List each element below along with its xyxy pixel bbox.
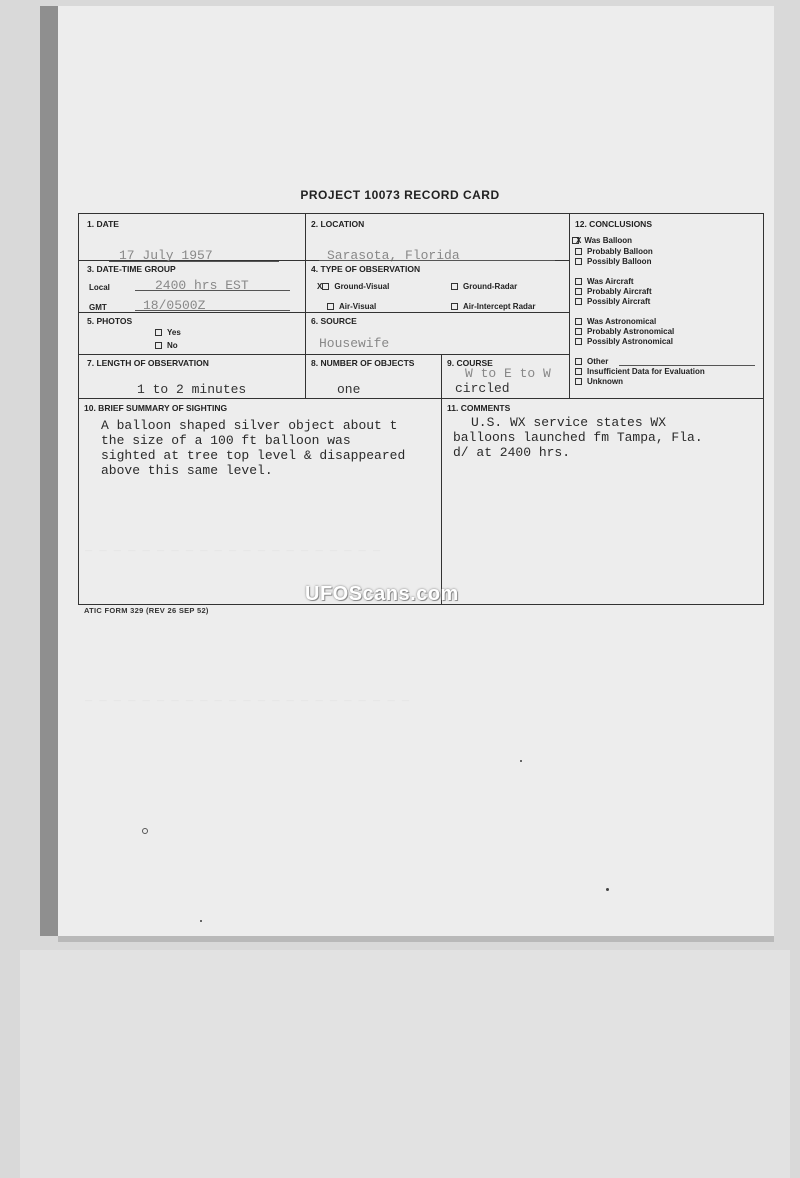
conclusion-probably-balloon: Probably Balloon xyxy=(575,247,653,256)
checkbox-icon xyxy=(575,298,582,305)
photos-no-option: No xyxy=(155,341,178,350)
conclusion-mark: X xyxy=(576,236,582,245)
watermark: UFOScans.com xyxy=(305,583,459,605)
checkbox-icon xyxy=(575,278,582,285)
photos-yes-option: Yes xyxy=(155,328,181,337)
show-through-text: _ _ _ _ _ _ _ _ _ _ _ _ _ _ _ _ _ _ _ _ _ _ _ xyxy=(85,690,410,704)
checkbox-icon xyxy=(322,283,329,290)
ground-visual-option: X Ground-Visual xyxy=(317,282,390,291)
checkbox-icon xyxy=(451,283,458,290)
source-value: Housewife xyxy=(319,336,390,351)
local-label: Local xyxy=(89,283,110,292)
type-of-observation-label: 4. TYPE OF OBSERVATION xyxy=(311,264,421,274)
conclusion-was-aircraft: Was Aircraft xyxy=(575,277,634,286)
checkbox-icon xyxy=(575,358,582,365)
gmt-label: GMT xyxy=(89,303,107,312)
number-of-objects-value: one xyxy=(337,382,361,397)
length-label: 7. LENGTH OF OBSERVATION xyxy=(87,358,209,368)
conclusion-was-balloon: X Was Balloon xyxy=(572,236,632,245)
col-divider xyxy=(569,214,570,398)
date-time-group-label: 3. DATE-TIME GROUP xyxy=(87,264,176,274)
card-title: PROJECT 10073 RECORD CARD xyxy=(300,188,500,202)
location-value: Sarasota, Florida xyxy=(327,248,460,263)
conclusion-possibly-balloon: Possibly Balloon xyxy=(575,257,651,266)
ground-radar-option: Ground-Radar xyxy=(451,282,517,291)
speck xyxy=(520,760,522,762)
number-of-objects-label: 8. NUMBER OF OBJECTS xyxy=(311,358,415,368)
checkbox-icon xyxy=(575,288,582,295)
photos-label: 5. PHOTOS xyxy=(87,316,133,326)
course-value-line2: circled xyxy=(455,381,510,396)
length-value: 1 to 2 minutes xyxy=(137,382,247,397)
checkbox-icon xyxy=(451,303,458,310)
col-divider xyxy=(441,354,442,604)
location-label: 2. LOCATION xyxy=(311,219,365,229)
record-card xyxy=(78,213,764,605)
conclusion-insufficient-data: Insufficient Data for Evaluation xyxy=(575,367,705,376)
comments-line: d/ at 2400 hrs. xyxy=(453,445,571,460)
checkbox-icon xyxy=(575,248,582,255)
air-intercept-radar-option: Air-Intercept Radar xyxy=(451,302,535,311)
checkbox-icon xyxy=(575,258,582,265)
summary-line: sighted at tree top level & disappeared xyxy=(101,448,406,463)
checkbox-icon xyxy=(575,318,582,325)
show-through-text: _ _ _ _ _ _ _ _ _ _ _ _ _ _ _ _ _ _ _ _ _ xyxy=(85,540,381,554)
comments-line: balloons launched fm Tampa, Fla. xyxy=(453,430,703,445)
comments-text xyxy=(453,415,703,460)
conclusion-probably-astronomical: Probably Astronomical xyxy=(575,327,674,336)
conclusion-possibly-aircraft: Possibly Aircraft xyxy=(575,297,650,306)
checkbox-icon xyxy=(575,328,582,335)
summary-line: above this same level. xyxy=(101,463,273,478)
air-visual-option: Air-Visual xyxy=(327,302,376,311)
lower-paper xyxy=(20,950,790,1178)
summary-text xyxy=(101,418,405,478)
summary-line: the size of a 100 ft balloon was xyxy=(101,433,351,448)
conclusion-other: Other xyxy=(575,357,608,366)
date-value: 17 July 1957 xyxy=(119,248,213,263)
checkbox-icon xyxy=(575,338,582,345)
conclusion-unknown: Unknown xyxy=(575,377,623,386)
conclusion-was-astronomical: Was Astronomical xyxy=(575,317,656,326)
gmt-value: 18/0500Z xyxy=(143,298,206,313)
conclusion-probably-aircraft: Probably Aircraft xyxy=(575,287,652,296)
checkbox-icon xyxy=(155,329,162,336)
comments-label: 11. COMMENTS xyxy=(447,403,511,413)
date-label: 1. DATE xyxy=(87,219,119,229)
form-number: ATIC FORM 329 (REV 26 SEP 52) xyxy=(84,606,209,615)
speck xyxy=(200,920,202,922)
speck xyxy=(606,888,609,891)
checkbox-icon xyxy=(327,303,334,310)
conclusion-possibly-astronomical: Possibly Astronomical xyxy=(575,337,673,346)
row-divider xyxy=(79,398,763,399)
checkbox-icon xyxy=(575,378,582,385)
comments-line: U.S. WX service states WX xyxy=(471,415,667,430)
row-divider xyxy=(79,354,569,355)
course-value-line1: W to E to W xyxy=(465,366,551,381)
conclusions-label: 12. CONCLUSIONS xyxy=(575,219,652,229)
summary-line: A balloon shaped silver object about t xyxy=(101,418,398,433)
local-time-value: 2400 hrs EST xyxy=(155,278,249,293)
ground-visual-mark: X xyxy=(317,282,323,291)
source-label: 6. SOURCE xyxy=(311,316,357,326)
col-divider xyxy=(305,214,306,398)
summary-label: 10. BRIEF SUMMARY OF SIGHTING xyxy=(84,403,228,413)
speck xyxy=(142,828,148,834)
checkbox-icon xyxy=(575,368,582,375)
course-label: 9. COURSE xyxy=(447,358,493,368)
checkbox-icon xyxy=(155,342,162,349)
